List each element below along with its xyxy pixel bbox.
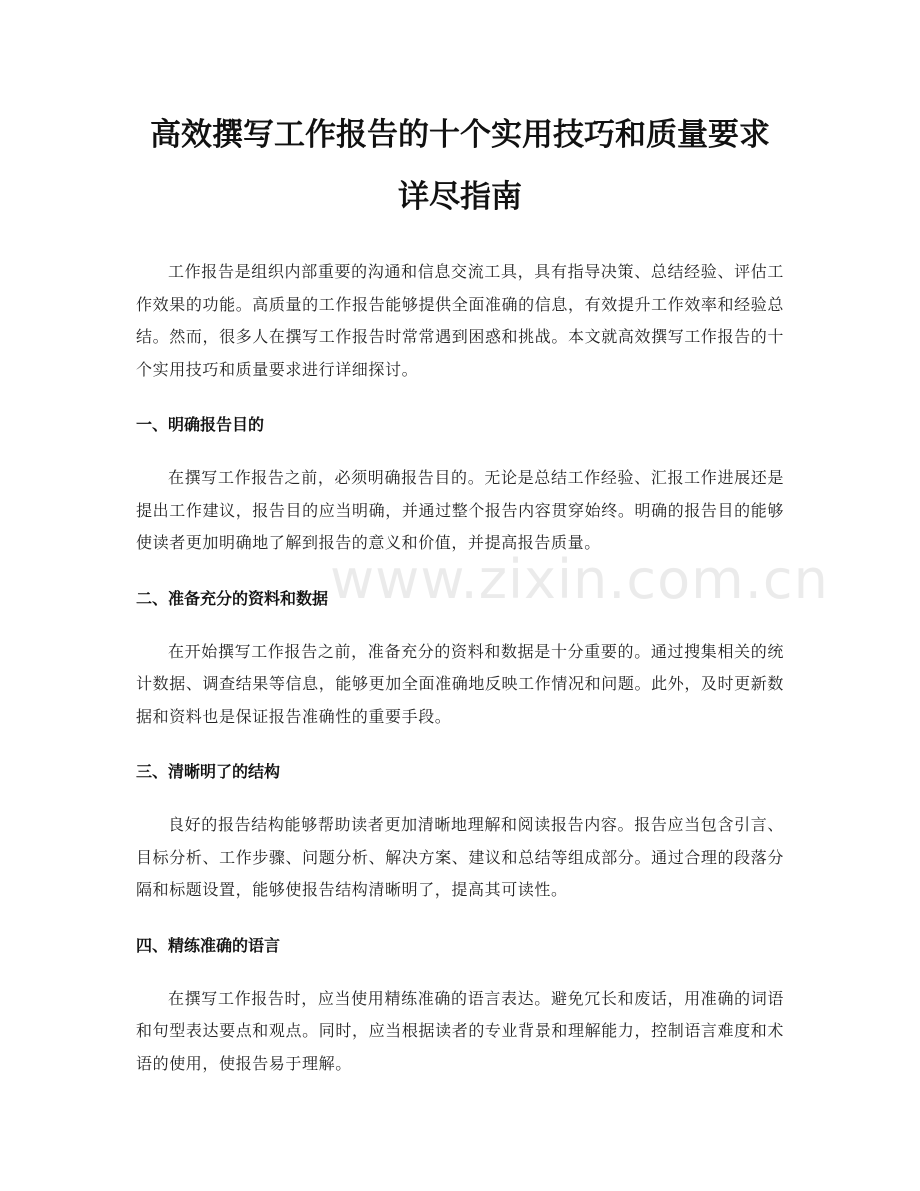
section-body: 在撰写工作报告时，应当使用精练准确的语言表达。避免冗长和废话，用准确的词语和句型表达要点和观点。同时，应当根据读者的专业背景和理解能力，控制语言难度和术语的使用，使报告易于理解。 [136, 988, 784, 1073]
section-heading: 一、明确报告目的 [136, 415, 265, 434]
section-2 [136, 583, 784, 734]
section-4 [136, 930, 784, 1081]
section-1 [136, 409, 784, 560]
document-page [136, 104, 784, 1080]
section-body: 在撰写工作报告之前，必须明确报告目的。无论是总结工作经验、汇报工作进展还是提出工作建议，报告目的应当明确，并通过整个报告内容贯穿始终。明确的报告目的能够使读者更加明确地了解到报告的意义和价值，并提高报告质量。 [136, 468, 784, 552]
section-heading: 二、准备充分的资料和数据 [136, 588, 329, 608]
section-3 [136, 756, 784, 907]
section-body: 在开始撰写工作报告之前，准备充分的资料和数据是十分重要的。通过搜集相关的统计数据、调查结果等信息，能够更加全面准确地反映工作情况和问题。此外，及时更新数据和资料也是保证报告准确性的重要手段。 [136, 641, 784, 726]
section-body: 良好的报告结构能够帮助读者更加清晰地理解和阅读报告内容。报告应当包含引言、目标分析、工作步骤、问题分析、解决方案、建议和总结等组成部分。通过合理的段落分隔和标题设置，能够使报告结构清晰明了，提高其可读性。 [136, 815, 784, 899]
intro-paragraph: 工作报告是组织内部重要的沟通和信息交流工具，具有指导决策、总结经验、评估工作效果的功能。高质量的工作报告能够提供全面准确的信息，有效提升工作效率和经验总结。然而，很多人在撰写工作报告时常常遇到困惑和挑战。本文就高效撰写工作报告的十个实用技巧和质量要求进行详细探讨。 [136, 262, 784, 379]
document-title: 高效撰写工作报告的十个实用技巧和质量要求详尽指南 [150, 117, 770, 215]
section-heading: 三、清晰明了的结构 [136, 762, 281, 781]
watermark: www.zixin.com.cn [330, 548, 829, 611]
section-heading: 四、精练准确的语言 [136, 935, 281, 955]
